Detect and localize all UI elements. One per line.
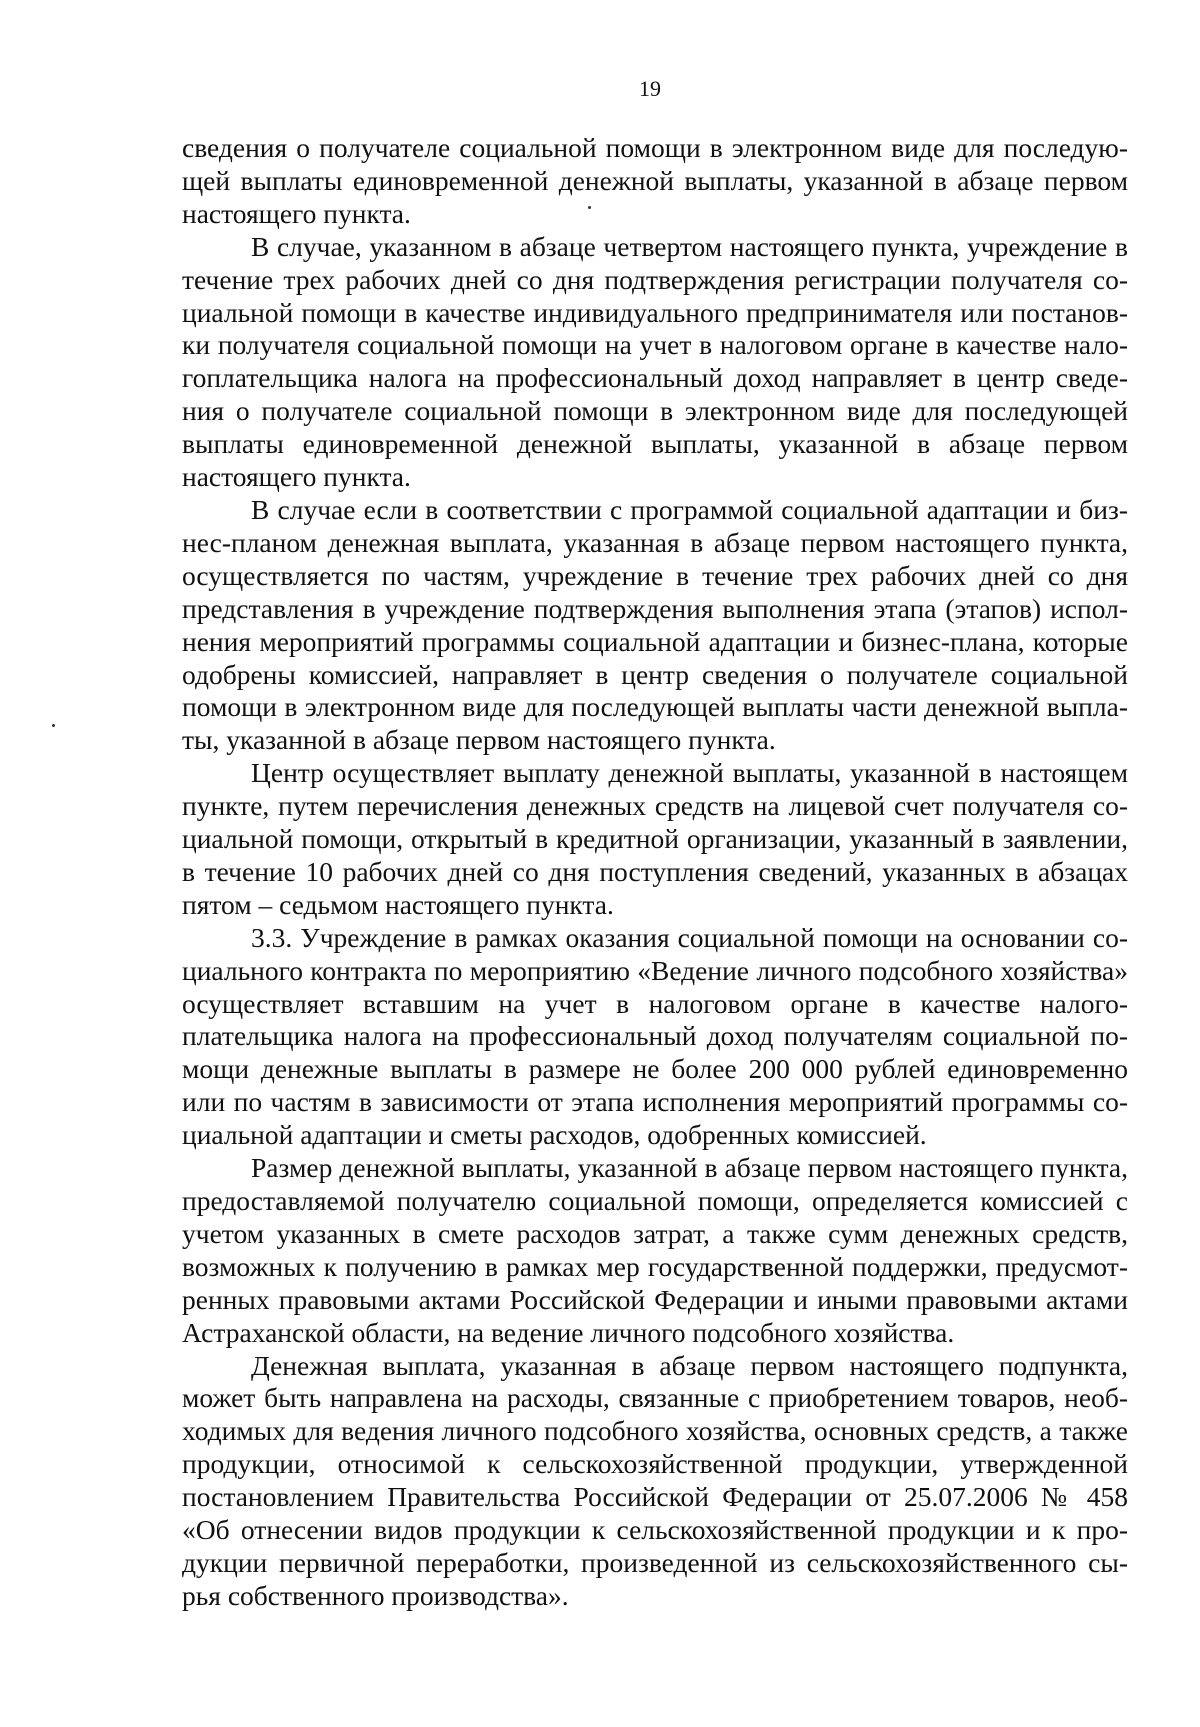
scan-speck [588, 206, 591, 209]
paragraph-payment-purpose: Денежная выплата, указанная в абзаце первом настоящего подпункта, может быть направлена на расходы, связанные с приобретением товаров, необходимых для ведения личного подсобного хозяйства, основных средств, а также продукции, относимой к сельскохозяйственной продукции, утвержденной постановлением Правительства Российской Федерации от 25.07.2006 № 458 «Об отнесении видов продукции к сельскохозяйственной продукции и к продукции первичной переработки, произведенной из сельскохозяйственного сырья собственного производства». [182, 1349, 1128, 1611]
paragraph-continuation: сведения о получателе социальной помощи в электронном виде для последующей выплаты единовременной денежной выплаты, указанной в абзаце первом настоящего пункта. [182, 132, 1128, 229]
paragraph-payment-size: Размер денежной выплаты, указанной в абзаце первом настоящего пункта, предоставляемой получателю социальной помощи, определяется комиссией с учетом указанных в смете расходов затрат, а также сумм денежных средств, возможных к получению в рамках мер государственной поддержки, предусмотренных правовыми актами Российской Федерации и иными правовыми актами Астраханской области, на ведение личного подсобного хозяйства. [182, 1152, 1128, 1348]
paragraph-center-payment: Центр осуществляет выплату денежной выплаты, указанной в настоящем пункте, путем перечисления денежных средств на лицевой счет получателя социальной помощи, открытый в кредитной организации, указанный в заявлении, в течение 10 рабочих дней со дня поступления сведений, указанных в абзацах пятом – седьмом настоящего пункта. [182, 757, 1128, 920]
scan-speck [52, 724, 55, 727]
paragraph-item-3-3: 3.3. Учреждение в рамках оказания социальной помощи на основании социального контракта по мероприятию «Ведение личного подсобного хозяйства» осуществляет вставшим на учет в налоговом органе в качестве налогоплательщика налога на профессиональный доход получателям социальной помощи денежные выплаты в размере не более 200 000 рублей единовременно или по частям в зависимости от этапа исполнения мероприятий программы социальной адаптации и сметы расходов, одобренных комиссией. [182, 921, 1128, 1151]
paragraph-case-parts: В случае если в соответствии с программой социальной адаптации и бизнес-планом денежная выплата, указанная в абзаце первом настоящего пункта, осуществляется по частям, учреждение в течение трех рабочих дней со дня представления в учреждение подтверждения выполнения этапа (этапов) исполнения мероприятий программы социальной адаптации и бизнес-плана, которые одобрены комиссией, направляет в центр сведения о получателе социальной помощи в электронном виде для последующей выплаты части денежной выплаты, указанной в абзаце первом настоящего пункта. [182, 493, 1128, 756]
document-body [182, 132, 1128, 1613]
paragraph-case-fourth: В случае, указанном в абзаце четвертом настоящего пункта, учреждение в течение трех рабочих дней со дня подтверждения регистрации получателя социальной помощи в качестве индивидуального предпринимателя или постановки получателя социальной помощи на учет в налоговом органе в качестве налогоплательщика налога на профессиональный доход направляет в центр сведения о получателе социальной помощи в электронном виде для последующей выплаты единовременной денежной выплаты, указанной в абзаце первом настоящего пункта. [182, 230, 1128, 493]
page-number: 19 [639, 76, 661, 101]
